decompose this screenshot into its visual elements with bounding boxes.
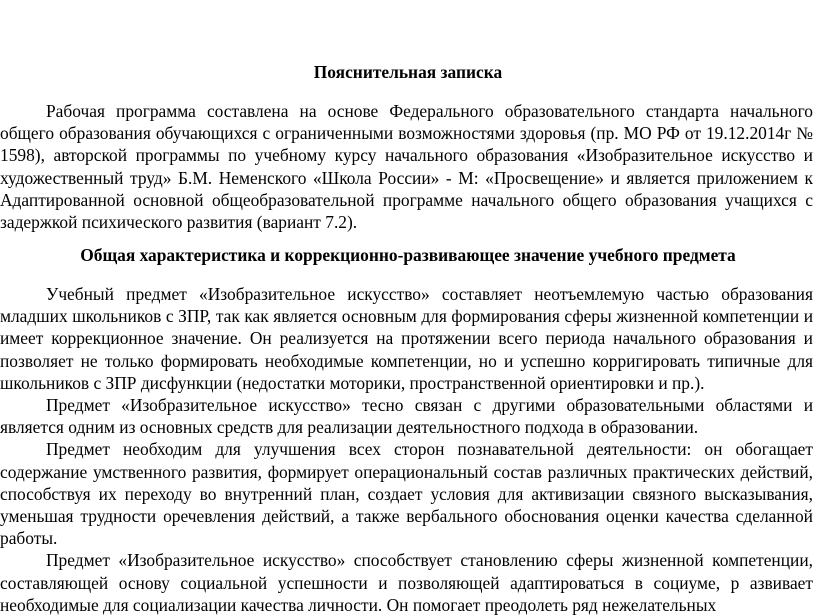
document-title: Пояснительная записка	[313, 62, 503, 82]
body-paragraph-3: Предмет необходим для улучшения всех сторон познавательной деятельности: он обогащает содержание умственного развития, формирует операциональный состав различных практических действий, способствуя их переходу во внутренний план, создает условия для активизации связного высказывания, уменьшая трудности оречевления действий, а также вербального обоснования оценки качества сделанной работы.	[0, 439, 813, 549]
intro-section	[0, 100, 813, 233]
body-paragraph-4: Предмет «Изобразительное искусство» способствует становлению сферы жизненной компетенции, составляющей основу социальной успешности и позволяющей адаптироваться в социуме, р азвивает необходимые для социализации качества личности. Он помогает преодолеть ряд нежелательных	[0, 550, 813, 615]
section-body	[0, 283, 813, 616]
section-heading: Общая характеристика и коррекционно-развивающее значение учебного предмета	[80, 245, 736, 265]
body-paragraph-2: Предмет «Изобразительное искусство» тесно связан с другими образовательными областями и является одним из основных средств для реализации деятельностного подхода в образовании.	[0, 395, 813, 438]
intro-paragraph: Рабочая программа составлена на основе Федерального образовательного стандарта начального общего образования обучающихся с ограниченными возможностями здоровья (пр. МО РФ от 19.12.2014г № 1598), авторской программы по учебному курсу начального образования «Изобразительное искусство и художественный труд» Б.М. Неменского «Школа России» - М: «Просвещение» и является приложением к Адаптированной основной общеобразовательной программе начального общего образования учащихся с задержкой психического развития (вариант 7.2).	[0, 101, 813, 233]
body-paragraph-1: Учебный предмет «Изобразительное искусство» составляет неотъемлемую частью образования младших школьников с ЗПР, так как является основным для формирования сферы жизненной компетенции и имеет коррекционное значение. Он реализуется на протяжении всего периода начального образования и позволяет не только формировать необходимые компетенции, но и успешно корригировать типичные для школьников с ЗПР дисфункции (недостатки моторики, пространственной ориентировки и пр.).	[0, 284, 813, 393]
